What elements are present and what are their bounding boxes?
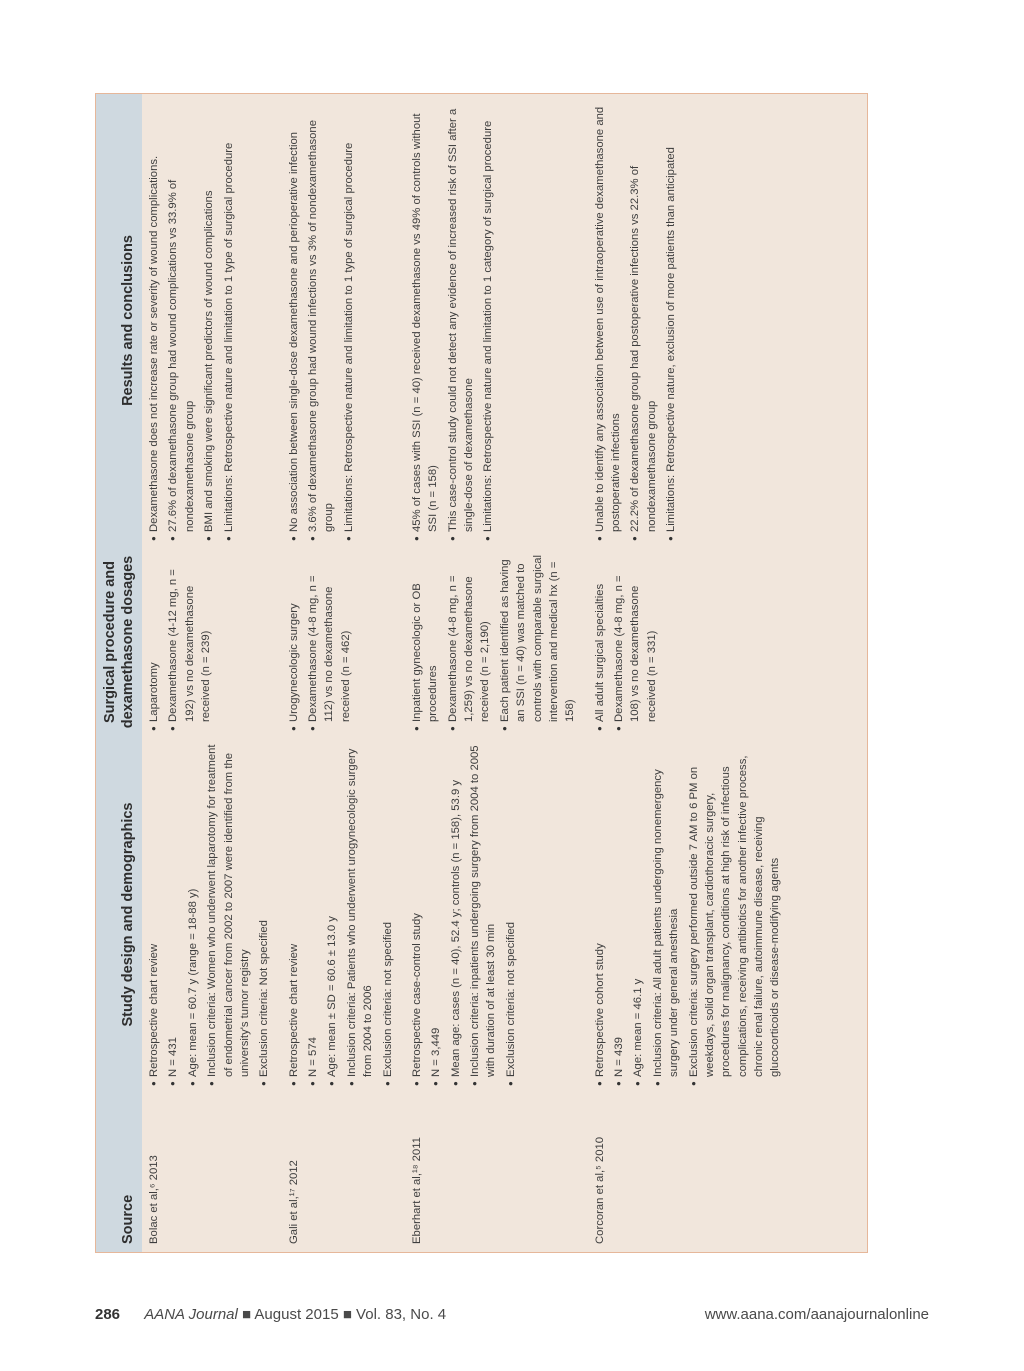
list-item: ● Age: mean ± SD = 60.6 ± 13.0 y: [326, 916, 339, 1086]
bullet-icon: ●: [259, 1081, 269, 1086]
journal-name: AANA Journal: [144, 1306, 238, 1323]
list-item: ● Dexamethasone (4-8 mg, n = 108) vs no dexamethasone received (n = 331): [613, 575, 658, 731]
page-footer: [95, 1306, 929, 1326]
bullet-icon: ●: [288, 536, 298, 541]
source-name: Eberhart et al,¹⁸ 2011: [410, 1137, 423, 1244]
list-item: ● Each patient identified as having an SSI (n = 40) was matched to controls with comparable surgical intervention and medical hx (n = 158): [498, 554, 577, 731]
bullet-icon: ●: [168, 726, 178, 731]
list-item: ● Inclusion criteria: Women who underwent laparotomy for treatment of endometrial cancer from 2002 to 2007 were identified from the university's tumor registry: [206, 744, 251, 1086]
results-cell: [405, 94, 588, 547]
list-item: ● Limitations: Retrospective nature, exclusion of more patients than anticipated: [665, 147, 678, 541]
list-item: ● This case-control study could not detect any evidence of increased risk of SSI after a single-dose of dexamethasone: [446, 108, 475, 541]
page-number: 286: [95, 1306, 121, 1323]
source-cell: [588, 1092, 793, 1252]
rotated-table-container: [96, 94, 867, 1252]
bullet-icon: ●: [346, 1081, 356, 1086]
list-item: ● Mean age: cases (n = 40), 52.4 y; controls (n = 158), 53.9 y: [449, 779, 462, 1086]
list-item: ● Inpatient gynecologic or OB procedures: [410, 583, 440, 731]
bullet-icon: ●: [288, 726, 298, 731]
list-item: ● Retrospective chart review: [287, 943, 300, 1086]
bullet-icon: ●: [411, 1081, 421, 1086]
bullet-icon: ●: [431, 1081, 441, 1086]
procedure-cell: [588, 547, 793, 737]
bullet-icon: ●: [483, 536, 493, 541]
journal-issue: ■ August 2015 ■ Vol. 83, No. 4: [242, 1306, 447, 1323]
header-results: Results and conclusions: [96, 94, 142, 547]
design-cell: [142, 737, 282, 1092]
list-item: ● Limitations: Retrospective nature and limitation to 1 type of surgical procedure: [222, 142, 235, 541]
bullet-icon: ●: [168, 1081, 178, 1086]
list-item: ● Retrospective cohort study: [593, 943, 606, 1086]
list-item: ● N = 574: [307, 1037, 319, 1086]
list-item: ● Exclusion criteria: surgery performed outside 7 AM to 6 PM on weekdays, solid organ transplant, cardiothoracic surgery, procedures for malignancy, conditions at high risk of infectious complications, receiving antibiotics for another infective process, chronic renal failure, autoimmune disease, receiving glucocorticoids or disease-modifying agents: [687, 755, 782, 1086]
journal-url: www.aana.com/aanajournalonline: [704, 1306, 929, 1323]
list-item: ● Inclusion criteria: inpatients undergoing surgery from 2004 to 2005 with duration of at least 30 min: [469, 745, 498, 1086]
bullet-icon: ●: [204, 536, 214, 541]
source-cell: [142, 1092, 282, 1252]
list-item: ● Limitations: Retrospective nature and limitation to 1 category of surgical procedure: [482, 120, 495, 541]
list-item: ● BMI and smoking were significant predictors of wound complications: [203, 190, 216, 541]
bullet-icon: ●: [411, 536, 421, 541]
bullet-icon: ●: [505, 1081, 515, 1086]
list-item: ● Dexamethasone does not increase rate or severity of wound complications.: [148, 155, 160, 541]
header-study-design: Study design and demographics: [96, 737, 142, 1092]
list-item: ● Dexamethasone (4-12 mg, n = 192) vs no dexamethasone received (n = 239): [167, 569, 213, 731]
bullet-icon: ●: [447, 726, 457, 731]
bullet-icon: ●: [470, 1081, 479, 1086]
bullet-icon: ●: [343, 536, 353, 541]
summary-table-frame: [95, 93, 868, 1253]
bullet-icon: ●: [633, 1081, 643, 1086]
list-item: ● N = 439: [613, 1037, 625, 1086]
list-item: ● 3.6% of dexamethasone group had wound infections vs 3% of nondexamethasone group: [307, 120, 336, 541]
list-item: ● Dexamethasone (4-8 mg, n = 1,259) vs no dexamethasone received (n = 2,190): [446, 575, 492, 731]
bullet-icon: ●: [594, 1081, 604, 1086]
bullet-icon: ●: [614, 1081, 623, 1086]
list-item: ● 22.2% of dexamethasone group had postoperative infections vs 22.3% of nondexamethasone group: [629, 165, 658, 541]
list-item: ● No association between single-dose dexamethasone and perioperative infection: [287, 131, 300, 541]
source-name: Gali et al,¹⁷ 2012: [287, 1160, 300, 1244]
list-item: ● Retrospective chart review: [148, 943, 160, 1086]
bullet-icon: ●: [308, 726, 317, 731]
list-item: ● Dexamethasone (4-8 mg, n = 112) vs no dexamethasone received (n = 462): [307, 575, 352, 731]
summary-table: [96, 94, 793, 1252]
list-item: ● Exclusion criteria: not specified: [381, 921, 394, 1086]
design-cell: [282, 737, 405, 1092]
bullet-icon: ●: [187, 1081, 197, 1086]
list-item: ● All adult surgical specialties: [593, 583, 606, 731]
list-item: ● N = 431: [167, 1037, 180, 1086]
list-item: ● Limitations: Retrospective nature and limitation to 1 type of surgical procedure: [342, 142, 355, 541]
header-source: Source: [96, 1092, 142, 1252]
bullet-icon: ●: [688, 1081, 698, 1086]
bullet-icon: ●: [447, 536, 457, 541]
bullet-icon: ●: [594, 726, 604, 731]
table-row: [405, 94, 588, 1252]
list-item: ● Inclusion criteria: Patients who underwent urogynecologic surgery from 2004 to 2006: [345, 748, 375, 1086]
bullet-icon: ●: [207, 1081, 217, 1086]
bullet-icon: ●: [327, 1081, 337, 1086]
list-item: ● Retrospective case-control study: [410, 913, 423, 1086]
list-item: ● 27.6% of dexamethasone group had wound complications vs 33.9% of nondexamethasone group: [167, 179, 196, 541]
bullet-icon: ●: [223, 536, 233, 541]
design-cell: [405, 737, 588, 1092]
list-item: ● Age: mean = 46.1 y: [632, 978, 645, 1086]
bullet-icon: ●: [630, 536, 640, 541]
bullet-icon: ●: [594, 536, 604, 541]
source-name: Corcoran et al,⁵ 2010: [593, 1136, 606, 1244]
source-name: Bolac et al,⁶ 2013: [148, 1155, 160, 1244]
bullet-icon: ●: [450, 1081, 460, 1086]
bullet-icon: ●: [149, 726, 158, 731]
source-cell: [405, 1092, 588, 1252]
bullet-icon: ●: [308, 1081, 317, 1086]
bullet-icon: ●: [652, 1081, 662, 1086]
bullet-icon: ●: [411, 726, 421, 731]
procedure-cell: [142, 547, 282, 737]
table-row: [282, 94, 405, 1252]
bullet-icon: ●: [149, 1081, 158, 1086]
bullet-icon: ●: [499, 726, 509, 731]
bullet-icon: ●: [308, 536, 317, 541]
table-row: [142, 94, 282, 1252]
source-cell: [282, 1092, 405, 1252]
results-cell: [142, 94, 282, 547]
list-item: ● Exclusion criteria: not specified: [504, 921, 517, 1086]
bullet-icon: ●: [168, 536, 178, 541]
bullet-icon: ●: [666, 536, 676, 541]
list-item: ● 45% of cases with SSI (n = 40) received dexamethasone vs 49% of controls without SSI (n = 158): [410, 113, 440, 541]
bullet-icon: ●: [149, 536, 158, 541]
list-item: ● Exclusion criteria: Not specified: [258, 920, 271, 1086]
table-header-row: [96, 94, 142, 1252]
list-item: ● N = 3,449: [430, 1027, 443, 1086]
bullet-icon: ●: [288, 1081, 298, 1086]
results-cell: [282, 94, 405, 547]
procedure-cell: [282, 547, 405, 737]
list-item: ● Unable to identify any association between use of intraoperative dexamethasone and postoperative infections: [593, 106, 622, 541]
results-cell: [588, 94, 793, 547]
procedure-cell: [405, 547, 588, 737]
bullet-icon: ●: [614, 726, 623, 731]
header-surgical-procedure: Surgical procedure and dexamethasone dosages: [96, 547, 142, 737]
list-item: ● Urogynecologic surgery: [287, 603, 300, 731]
table-row: [588, 94, 793, 1252]
list-item: ● Laparotomy: [148, 662, 160, 731]
list-item: ● Age: mean = 60.7 y (range = 18-88 y): [186, 888, 199, 1086]
bullet-icon: ●: [382, 1081, 392, 1086]
list-item: ● Inclusion criteria: All adult patients undergoing nonemergency surgery under general anesthesia: [651, 769, 681, 1086]
design-cell: [588, 737, 793, 1092]
